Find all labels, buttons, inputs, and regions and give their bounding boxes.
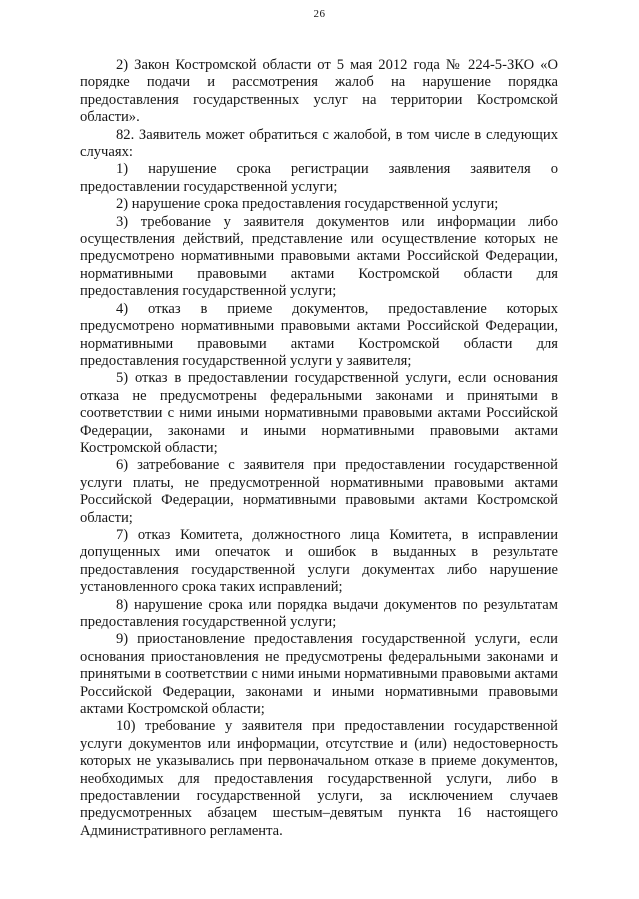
list-item-8: 8) нарушение срока или порядка выдачи документов по результатам предоставления государственной услуги; <box>80 596 558 630</box>
document-body <box>80 57 558 840</box>
page-number: 26 <box>313 8 326 20</box>
list-item-6: 6) затребование с заявителя при предоставлении государственной услуги платы, не предусмотренной нормативными правовыми актами Российской Федерации, нормативными правовыми актами Костромской области; <box>80 457 558 526</box>
list-item-1: 1) нарушение срока регистрации заявления заявителя о предоставлении государственной услуги; <box>80 161 558 195</box>
list-item-7: 7) отказ Комитета, должностного лица Комитета, в исправлении допущенных ими опечаток и ошибок в выданных в результате предоставления государственной услуги документах либо нарушение установленного срока таких исправлений; <box>80 526 558 596</box>
list-item-3: 3) требование у заявителя документов или информации либо осуществления действий, представление или осуществление которых не предусмотрено нормативными правовыми актами Российской Федерации, нормативными правовыми актами Костромской области для предоставления государственной услуги; <box>80 213 558 300</box>
list-item-9: 9) приостановление предоставления государственной услуги, если основания приостановления не предусмотрены федеральными законами и принятыми в соответствии с ними иными нормативными правовыми актами Российской Федерации, законами и иными нормативными правовыми актами Костромской области; <box>80 631 558 718</box>
list-item-10: 10) требование у заявителя при предоставлении государственной услуги документов или информации, отсутствие и (или) недостоверность которых не указывались при первоначальном отказе в приеме документов, необходимых для предоставления государственной услуги, либо в предоставлении государственной услуги, за исключением случаев предусмотренных абзацем шестым–девятым пункта 16 настоящего Административного регламента. <box>80 718 558 839</box>
paragraph-82-intro: 82. Заявитель может обратиться с жалобой, в том числе в следующих случаях: <box>80 126 558 161</box>
list-item-4: 4) отказ в приеме документов, предоставление которых предусмотрено нормативными правовыми актами Российской Федерации, нормативными правовыми актами Костромской области для предоставления государственной услуги у заявителя; <box>80 300 558 369</box>
list-item-5: 5) отказ в предоставлении государственной услуги, если основания отказа не предусмотрены федеральными законами и принятыми в соответствии с ними иными нормативными правовыми актами Российской Федерации, законами и иными нормативными правовыми актами Костромской области; <box>80 370 558 456</box>
paragraph-law-reference: 2) Закон Костромской области от 5 мая 2012 года № 224-5-ЗКО «О порядке подачи и рассмотрения жалоб на нарушение порядка предоставления государственных услуг на территории Костромской области». <box>80 57 558 126</box>
list-item-2: 2) нарушение срока предоставления государственной услуги; <box>116 196 499 213</box>
